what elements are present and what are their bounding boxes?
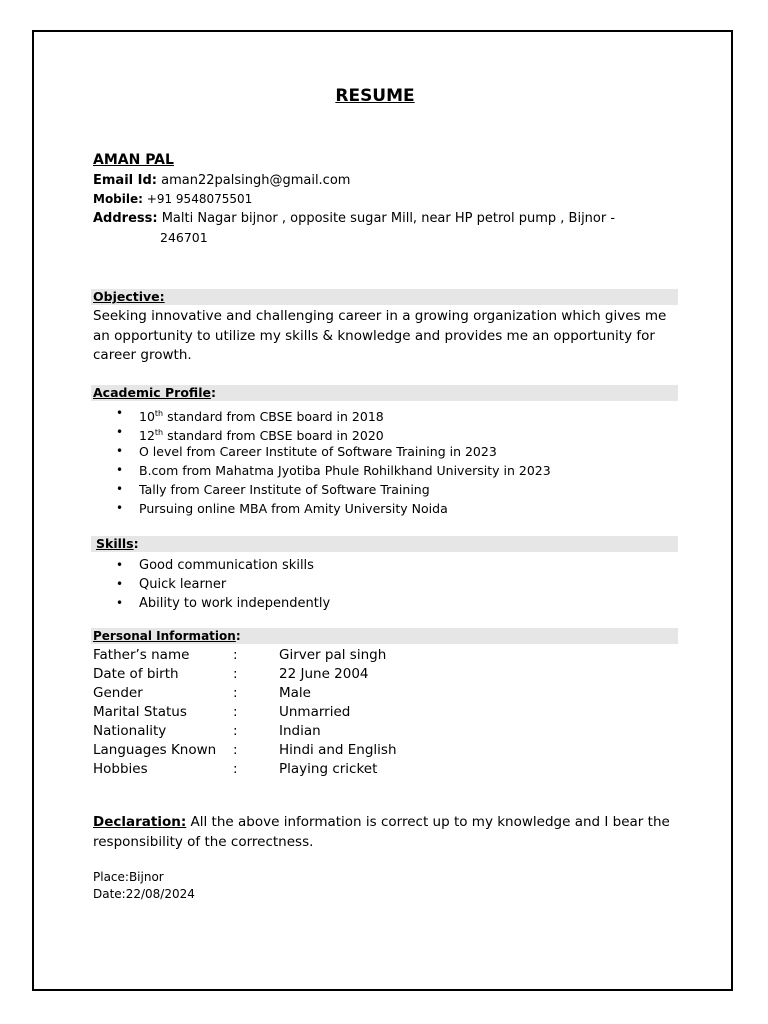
skill-item: [116, 575, 330, 594]
place: Place:Bijnor: [93, 870, 164, 884]
email-line: [93, 173, 350, 188]
academic-item-text: B.com from Mahatma Jyotiba Phule Rohilkhand University in 2023: [139, 463, 551, 478]
declaration: [93, 813, 678, 852]
personal-info-separator: :: [233, 666, 238, 682]
declaration-text: All the above information is correct up to my knowledge and I bear the responsibility of the correctness.: [93, 814, 670, 850]
personal-info-separator: :: [233, 685, 238, 701]
address-line-2: 246701: [160, 230, 208, 245]
personal-heading-text: Personal Information: [93, 629, 236, 643]
personal-info-row: [93, 703, 493, 722]
bullet-icon: •: [116, 406, 124, 420]
personal-info-row: [93, 760, 493, 779]
skill-text: Quick learner: [139, 577, 227, 592]
mobile-line: [93, 192, 252, 206]
academic-item: [116, 461, 551, 480]
personal-info-value: 22 June 2004: [279, 666, 369, 682]
candidate-name: AMAN PAL: [93, 152, 174, 168]
personal-info-value: Indian: [279, 723, 321, 739]
personal-info-key: Nationality: [93, 723, 167, 739]
date: Date:22/08/2024: [93, 887, 195, 901]
email-label: Email Id:: [93, 173, 157, 188]
skills-heading: [96, 536, 139, 552]
declaration-label: Declaration:: [93, 814, 187, 830]
academic-item: [116, 442, 551, 461]
skill-text: Ability to work independently: [139, 596, 331, 611]
skill-item: [116, 594, 330, 613]
personal-info-value: Unmarried: [279, 704, 351, 720]
skill-text: Good communication skills: [139, 558, 314, 573]
skill-item: [116, 556, 330, 575]
personal-info-key: Father’s name: [93, 647, 190, 663]
address-value: Malti Nagar bijnor , opposite sugar Mill, near HP petrol pump , Bijnor -: [161, 211, 616, 226]
mobile-label: Mobile:: [93, 192, 143, 206]
personal-info-separator: :: [233, 761, 238, 777]
personal-info-row: [93, 722, 493, 741]
personal-info-key: Hobbies: [93, 761, 148, 777]
personal-info-row: [93, 646, 493, 665]
academic-item: [116, 404, 551, 423]
personal-info-value: Girver pal singh: [279, 647, 387, 663]
bullet-icon: •: [116, 425, 124, 439]
bullet-icon: •: [116, 596, 124, 610]
bullet-icon: •: [116, 558, 124, 572]
personal-info-separator: :: [233, 647, 238, 663]
personal-info-row: [93, 665, 493, 684]
academic-heading-text: Academic Profile: [93, 385, 211, 400]
academic-item-text: Pursuing online MBA from Amity University Noida: [139, 501, 448, 516]
personal-info-row: [93, 684, 493, 703]
objective-text: Seeking innovative and challenging career in a growing organization which gives me an opportunity to utilize my skills & knowledge and provides me an opportunity for career growth.: [93, 308, 667, 363]
personal-info-row: [93, 741, 493, 760]
objective-bar: [91, 289, 678, 305]
academic-item-text: Tally from Career Institute of Software Training: [139, 482, 430, 497]
ordinal-suffix: th: [154, 409, 164, 418]
resume-title: RESUME: [335, 86, 415, 106]
academic-item-rest: standard from CBSE board in 2020: [163, 428, 384, 444]
academic-item-text: 12: [139, 428, 155, 444]
mobile-value: +91 9548075501: [146, 192, 253, 206]
personal-info-separator: :: [233, 723, 238, 739]
skills-list: [116, 556, 330, 613]
academic-heading-colon: :: [210, 385, 216, 400]
personal-info-value: Male: [279, 685, 311, 701]
personal-heading-colon: :: [235, 629, 241, 643]
academic-item-text: O level from Career Institute of Software Training in 2023: [139, 444, 497, 459]
bullet-icon: •: [116, 482, 124, 496]
personal-info-separator: :: [233, 704, 238, 720]
objective-heading: Objective:: [93, 289, 165, 304]
academic-item-text: 10: [139, 409, 155, 425]
academic-item: [116, 480, 551, 499]
bullet-icon: •: [116, 577, 124, 591]
personal-info-value: Playing cricket: [279, 761, 378, 777]
address-label: Address:: [93, 211, 158, 226]
ordinal-suffix: th: [154, 428, 164, 437]
personal-info-value: Hindi and English: [279, 742, 397, 758]
skills-bar: [91, 536, 678, 552]
academic-item-rest: standard from CBSE board in 2018: [163, 409, 384, 425]
skills-heading-text: Skills: [96, 536, 134, 551]
personal-info-separator: :: [233, 742, 238, 758]
email-value[interactable]: aman22palsingh@gmail.com: [161, 173, 351, 188]
bullet-icon: •: [116, 444, 124, 458]
personal-info-key: Languages Known: [93, 742, 217, 758]
bullet-icon: •: [116, 501, 124, 515]
skills-heading-colon: :: [133, 536, 139, 551]
academic-item: [116, 423, 551, 442]
academic-list: [116, 404, 551, 518]
personal-heading: [93, 628, 241, 644]
personal-info-key: Gender: [93, 685, 143, 701]
academic-item: [116, 499, 551, 518]
personal-info-key: Date of birth: [93, 666, 179, 682]
academic-heading: [93, 385, 216, 401]
bullet-icon: •: [116, 463, 124, 477]
address-line: [93, 211, 615, 226]
personal-info-key: Marital Status: [93, 704, 187, 720]
